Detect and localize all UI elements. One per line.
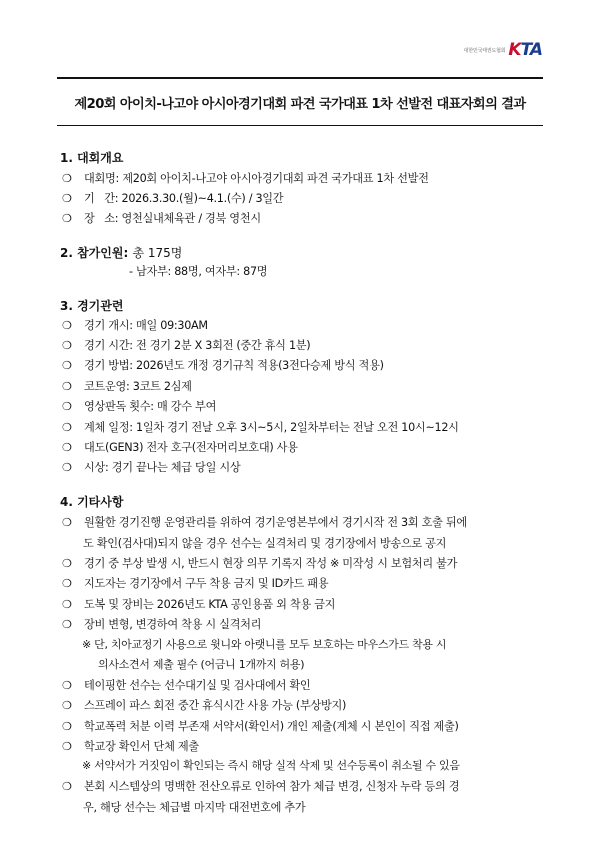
bullet-icon: ❍ (62, 359, 72, 372)
list-item: ❍ 경기 중 부상 발생 시, 반드시 현장 의무 기록지 작성 ※ 미작성 시 보험처리 불가 (62, 557, 458, 570)
participant-total: 총 175명 (132, 246, 183, 260)
bullet-icon: ❍ (62, 339, 72, 352)
list-item: ❍ 코트운영: 3코트 2심제 (62, 380, 192, 393)
bullet-icon: ❍ (62, 380, 72, 393)
list-item: ❍ 본회 시스템상의 명백한 전산오류로 인하여 참가 체급 변경, 신청자 누락 등의 경 (62, 780, 460, 793)
list-item: ❍ 학교폭력 처분 이력 부존재 서약서(확인서) 개인 제출(계체 시 본인이 직접 제출) (62, 720, 459, 733)
bullet-icon: ❍ (62, 577, 72, 590)
list-item: ❍ 테이핑한 선수는 선수대기실 및 검사대에서 확인 (62, 679, 311, 692)
list-item: ❍ 스프레이 파스 회전 중간 휴식시간 사용 가능 (부상방지) (62, 699, 347, 712)
list-item: ❍ 경기 방법: 2026년도 개정 경기규칙 적용(3전다승제 방식 적용) (62, 359, 384, 372)
participant-detail: - 남자부: 88명, 여자부: 87명 (129, 265, 268, 278)
list-item: ❍ 원활한 경기진행 운영관리를 위하여 경기운영본부에서 경기시작 전 3회 호출 뒤에 (62, 516, 467, 529)
bullet-icon: ❍ (62, 679, 72, 692)
bullet-icon: ❍ (62, 192, 72, 205)
list-item: ❍ 지도자는 경기장에서 구두 착용 금지 및 ID카드 패용 (62, 577, 329, 590)
list-item-continuation: 도 확인(검사대)되지 않을 경우 선수는 실격처리 및 경기장에서 방송으로 공지 (83, 537, 447, 550)
note-text: ※ 단, 치아교정기 사용으로 윗니와 아랫니를 모두 보호하는 마우스가드 착용 시 (82, 638, 447, 651)
bullet-icon: ❍ (62, 400, 72, 413)
bullet-icon: ❍ (62, 557, 72, 570)
list-item-continuation: 우, 해당 선수는 체급별 마지막 대전번호에 추가 (83, 801, 306, 814)
list-item: ❍ 대도(GEN3) 전자 호구(전자머리보호대) 사용 (62, 441, 298, 454)
list-item: ❍ 경기 시간: 전 경기 2분 X 3회전 (중간 휴식 1분) (62, 339, 311, 352)
note-text: ※ 서약서가 거짓임이 확인되는 즉시 해당 실적 삭제 및 선수등록이 취소될 수 있음 (82, 759, 460, 772)
list-item: ❍ 경기 개시: 매일 09:30AM (62, 319, 208, 332)
bullet-icon: ❍ (62, 461, 72, 474)
list-item: ❍ 장비 변형, 변경하여 착용 시 실격처리 (62, 618, 262, 631)
list-item: ❍ 대회명: 제20회 아이치-나고야 아시아경기대회 파견 국가대표 1차 선발전 (62, 172, 429, 185)
logo-mark: KTA (508, 40, 542, 60)
bullet-icon: ❍ (62, 720, 72, 733)
section-2-heading: 2. 참가인원: 총 175명 (60, 246, 183, 260)
title-box (57, 77, 543, 126)
bullet-icon: ❍ (62, 699, 72, 712)
bullet-icon: ❍ (62, 441, 72, 454)
note-text-continuation: 의사소견서 제출 필수 (어금니 1개까지 허용) (98, 658, 305, 671)
bullet-icon: ❍ (62, 780, 72, 793)
bullet-icon: ❍ (62, 319, 72, 332)
list-item: ❍ 학교장 확인서 단체 제출 (62, 740, 199, 753)
logo-org-name: 대한민국태권도협회 (463, 48, 506, 54)
bullet-icon: ❍ (62, 421, 72, 434)
bullet-icon: ❍ (62, 212, 72, 225)
section-3-heading: 3. 경기관련 (60, 299, 124, 313)
list-item: ❍ 계체 일정: 1일차 경기 전날 오후 3시~5시, 2일차부터는 전날 오전 10시~12시 (62, 421, 459, 434)
bullet-icon: ❍ (62, 516, 72, 529)
kta-logo (464, 42, 542, 59)
bullet-icon: ❍ (62, 740, 72, 753)
document-title: 제20회 아이치-나고야 아시아경기대회 파견 국가대표 1차 선발전 대표자회의 결과 (74, 96, 526, 112)
list-item: ❍ 영상판독 횟수: 매 강수 부여 (62, 400, 217, 413)
list-item: ❍ 기 간: 2026.3.30.(월)~4.1.(수) / 3일간 (62, 192, 284, 205)
list-item: ❍ 시상: 경기 끝나는 체급 당일 시상 (62, 461, 241, 474)
section-4-heading: 4. 기타사항 (60, 495, 124, 509)
bullet-icon: ❍ (62, 618, 72, 631)
list-item: ❍ 도복 및 장비는 2026년도 KTA 공인용품 외 착용 금지 (62, 598, 336, 611)
list-item: ❍ 장 소: 영천실내체육관 / 경북 영천시 (62, 212, 261, 225)
bullet-icon: ❍ (62, 598, 72, 611)
bullet-icon: ❍ (62, 172, 72, 185)
section-1-heading: 1. 대회개요 (60, 151, 124, 165)
